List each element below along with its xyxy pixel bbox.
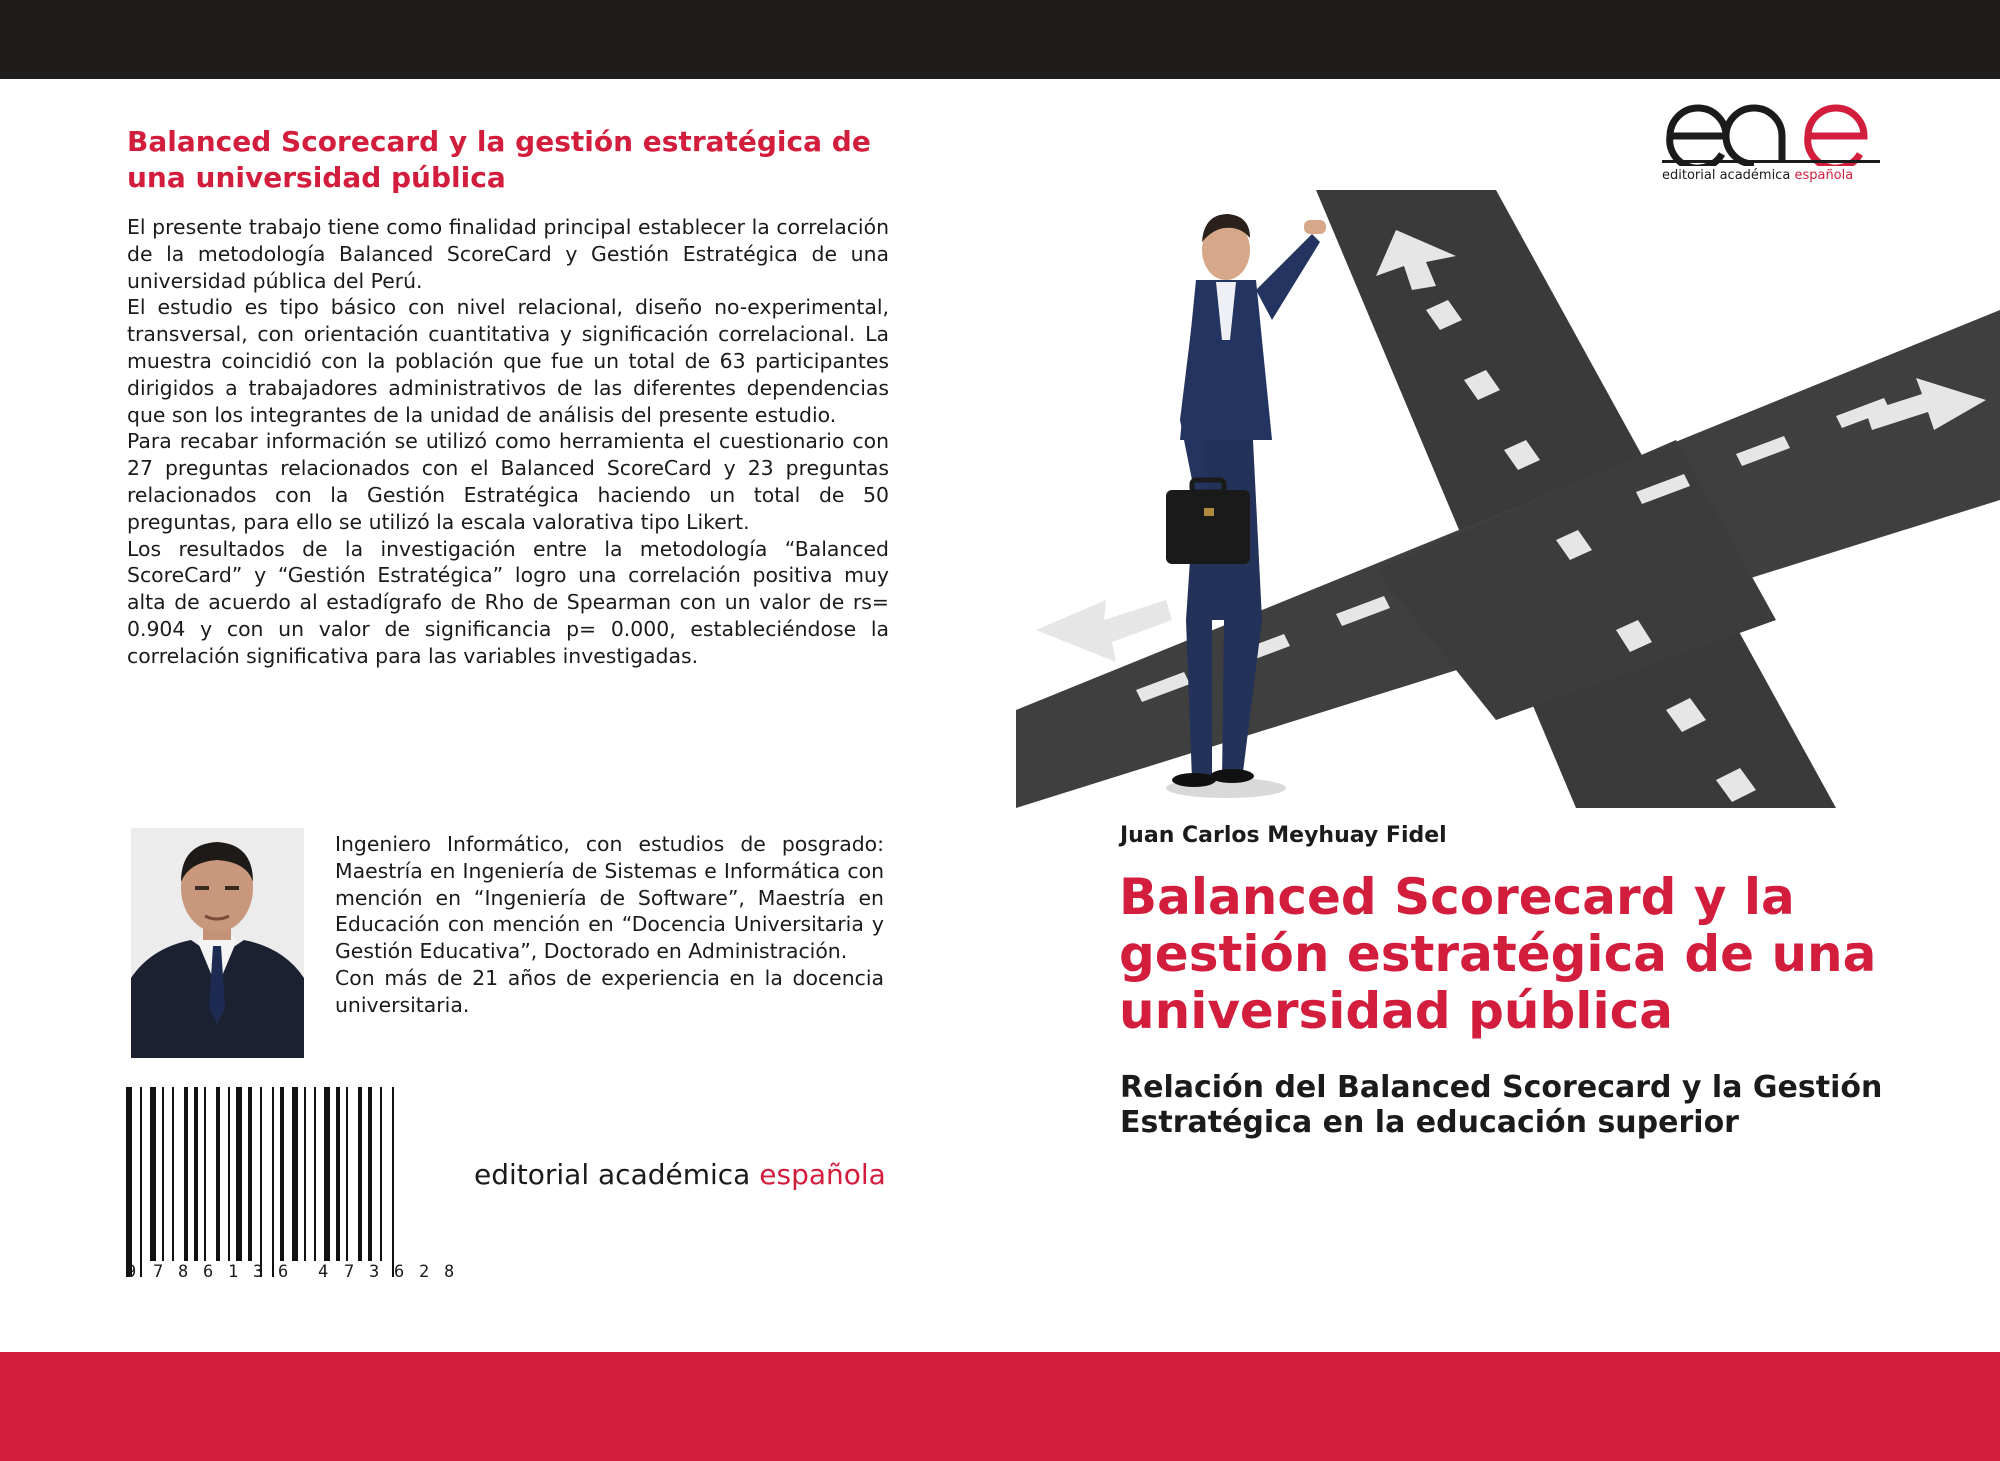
isbn-digit: 6 bbox=[278, 1262, 289, 1282]
barcode-bar bbox=[346, 1087, 348, 1261]
author-bio-paragraph: Ingeniero Informático, con estudios de posgrado: Maestría en Ingeniería de Sistemas e Informática con mención en “Ingeniería de Software”, Maestría en Educación con mención en “Docencia Universitaria y Gestión Educativa”, Doctorado en Administración. bbox=[335, 832, 884, 964]
barcode-bar bbox=[194, 1087, 198, 1261]
barcode-bar bbox=[140, 1087, 142, 1277]
front-cover-subtitle: Relación del Balanced Scorecard y la Gestión Estratégica en la educación superior bbox=[1120, 1070, 1883, 1140]
front-cover-author: Juan Carlos Meyhuay Fidel bbox=[1120, 823, 1447, 848]
isbn-digit: 6 bbox=[394, 1262, 405, 1282]
barcode-bar bbox=[236, 1087, 242, 1261]
barcode-bar bbox=[380, 1087, 382, 1261]
barcode-bar bbox=[172, 1087, 174, 1261]
author-bio bbox=[335, 831, 884, 1019]
logo-tagline-accent: española bbox=[1794, 168, 1854, 183]
top-bar bbox=[0, 0, 2000, 79]
barcode-bar bbox=[150, 1087, 156, 1261]
abstract-paragraph: Los resultados de la investigación entre la metodología “Balanced ScoreCard” y “Gestión Estratégica” logro una correlación positiva muy alta de acuerdo al estadígrafo de Rho de Spearman con un valor de rs= 0.904 y con un valor de significancia p= 0.000, estableciéndose la correlación significativa para las variables investigadas. bbox=[127, 536, 889, 668]
barcode-bar bbox=[248, 1087, 252, 1261]
barcode-bar bbox=[336, 1087, 340, 1261]
isbn-digit: 6 bbox=[203, 1262, 214, 1282]
barcode-bar bbox=[126, 1087, 132, 1277]
isbn-digit: 7 bbox=[344, 1262, 355, 1282]
abstract-paragraph: El presente trabajo tiene como finalidad principal establecer la correlación de la metodología Balanced ScoreCard y Gestión Estratégica de una universidad pública del Perú. bbox=[127, 215, 889, 293]
barcode-bar bbox=[162, 1087, 164, 1261]
back-cover-abstract bbox=[127, 214, 889, 670]
bottom-bar bbox=[0, 1352, 2000, 1461]
publisher-imprint bbox=[474, 1158, 886, 1191]
abstract-paragraph: Para recabar información se utilizó como herramienta el cuestionario con 27 preguntas relacionados con el Balanced ScoreCard y 23 preguntas relacionados con la Gestión Estratégica haciendo un total de 50 preguntas, para ello se utilizó la escala valorativa tipo Likert. bbox=[127, 429, 889, 534]
barcode bbox=[126, 1087, 458, 1282]
barcode-bar bbox=[280, 1087, 284, 1261]
isbn-digits bbox=[126, 1262, 458, 1284]
isbn-digit: 2 bbox=[419, 1262, 430, 1282]
barcode-bar bbox=[184, 1087, 188, 1261]
publisher-name: editorial académica bbox=[474, 1158, 751, 1191]
logo-tagline bbox=[1662, 168, 1853, 183]
author-bio-paragraph: Con más de 21 años de experiencia en la docencia universitaria. bbox=[335, 965, 884, 1017]
isbn-digit: 8 bbox=[178, 1262, 189, 1282]
barcode-bar bbox=[216, 1087, 220, 1261]
barcode-bar bbox=[228, 1087, 230, 1261]
barcode-bar bbox=[204, 1087, 206, 1261]
isbn-digit: 9 bbox=[126, 1262, 137, 1282]
back-cover-title: Balanced Scorecard y la gestión estratégica de una universidad pública bbox=[127, 125, 871, 194]
isbn-digit: 8 bbox=[444, 1262, 455, 1282]
isbn-digit: 3 bbox=[253, 1262, 264, 1282]
isbn-digit: 7 bbox=[153, 1262, 164, 1282]
barcode-bar bbox=[314, 1087, 316, 1261]
barcode-bar bbox=[260, 1087, 262, 1277]
author-photo bbox=[131, 828, 304, 1058]
barcode-bar bbox=[358, 1087, 362, 1261]
barcode-bar bbox=[368, 1087, 372, 1261]
barcode-bar bbox=[392, 1087, 394, 1277]
abstract-paragraph: El estudio es tipo básico con nivel relacional, diseño no-experimental, transversal, con orientación cuantitativa y significación correlacional. La muestra coincidió con la población que fue un total de 63 participantes dirigidos a trabajadores administrativos de las diferentes dependencias que son los integrantes de la unidad de análisis del presente estudio. bbox=[127, 295, 889, 427]
logo-tagline-main: editorial académica bbox=[1662, 168, 1791, 183]
barcode-bar bbox=[292, 1087, 298, 1261]
barcode-bar bbox=[324, 1087, 330, 1261]
publisher-name-accent: española bbox=[759, 1158, 886, 1191]
isbn-digit: 1 bbox=[228, 1262, 239, 1282]
barcode-bar bbox=[272, 1087, 274, 1277]
front-cover-title: Balanced Scorecard y la gestión estratégica de una universidad pública bbox=[1119, 868, 1877, 1040]
isbn-digit: 3 bbox=[369, 1262, 380, 1282]
isbn-digit: 4 bbox=[318, 1262, 329, 1282]
barcode-bar bbox=[304, 1087, 306, 1261]
cover-illustration bbox=[1016, 190, 2000, 808]
